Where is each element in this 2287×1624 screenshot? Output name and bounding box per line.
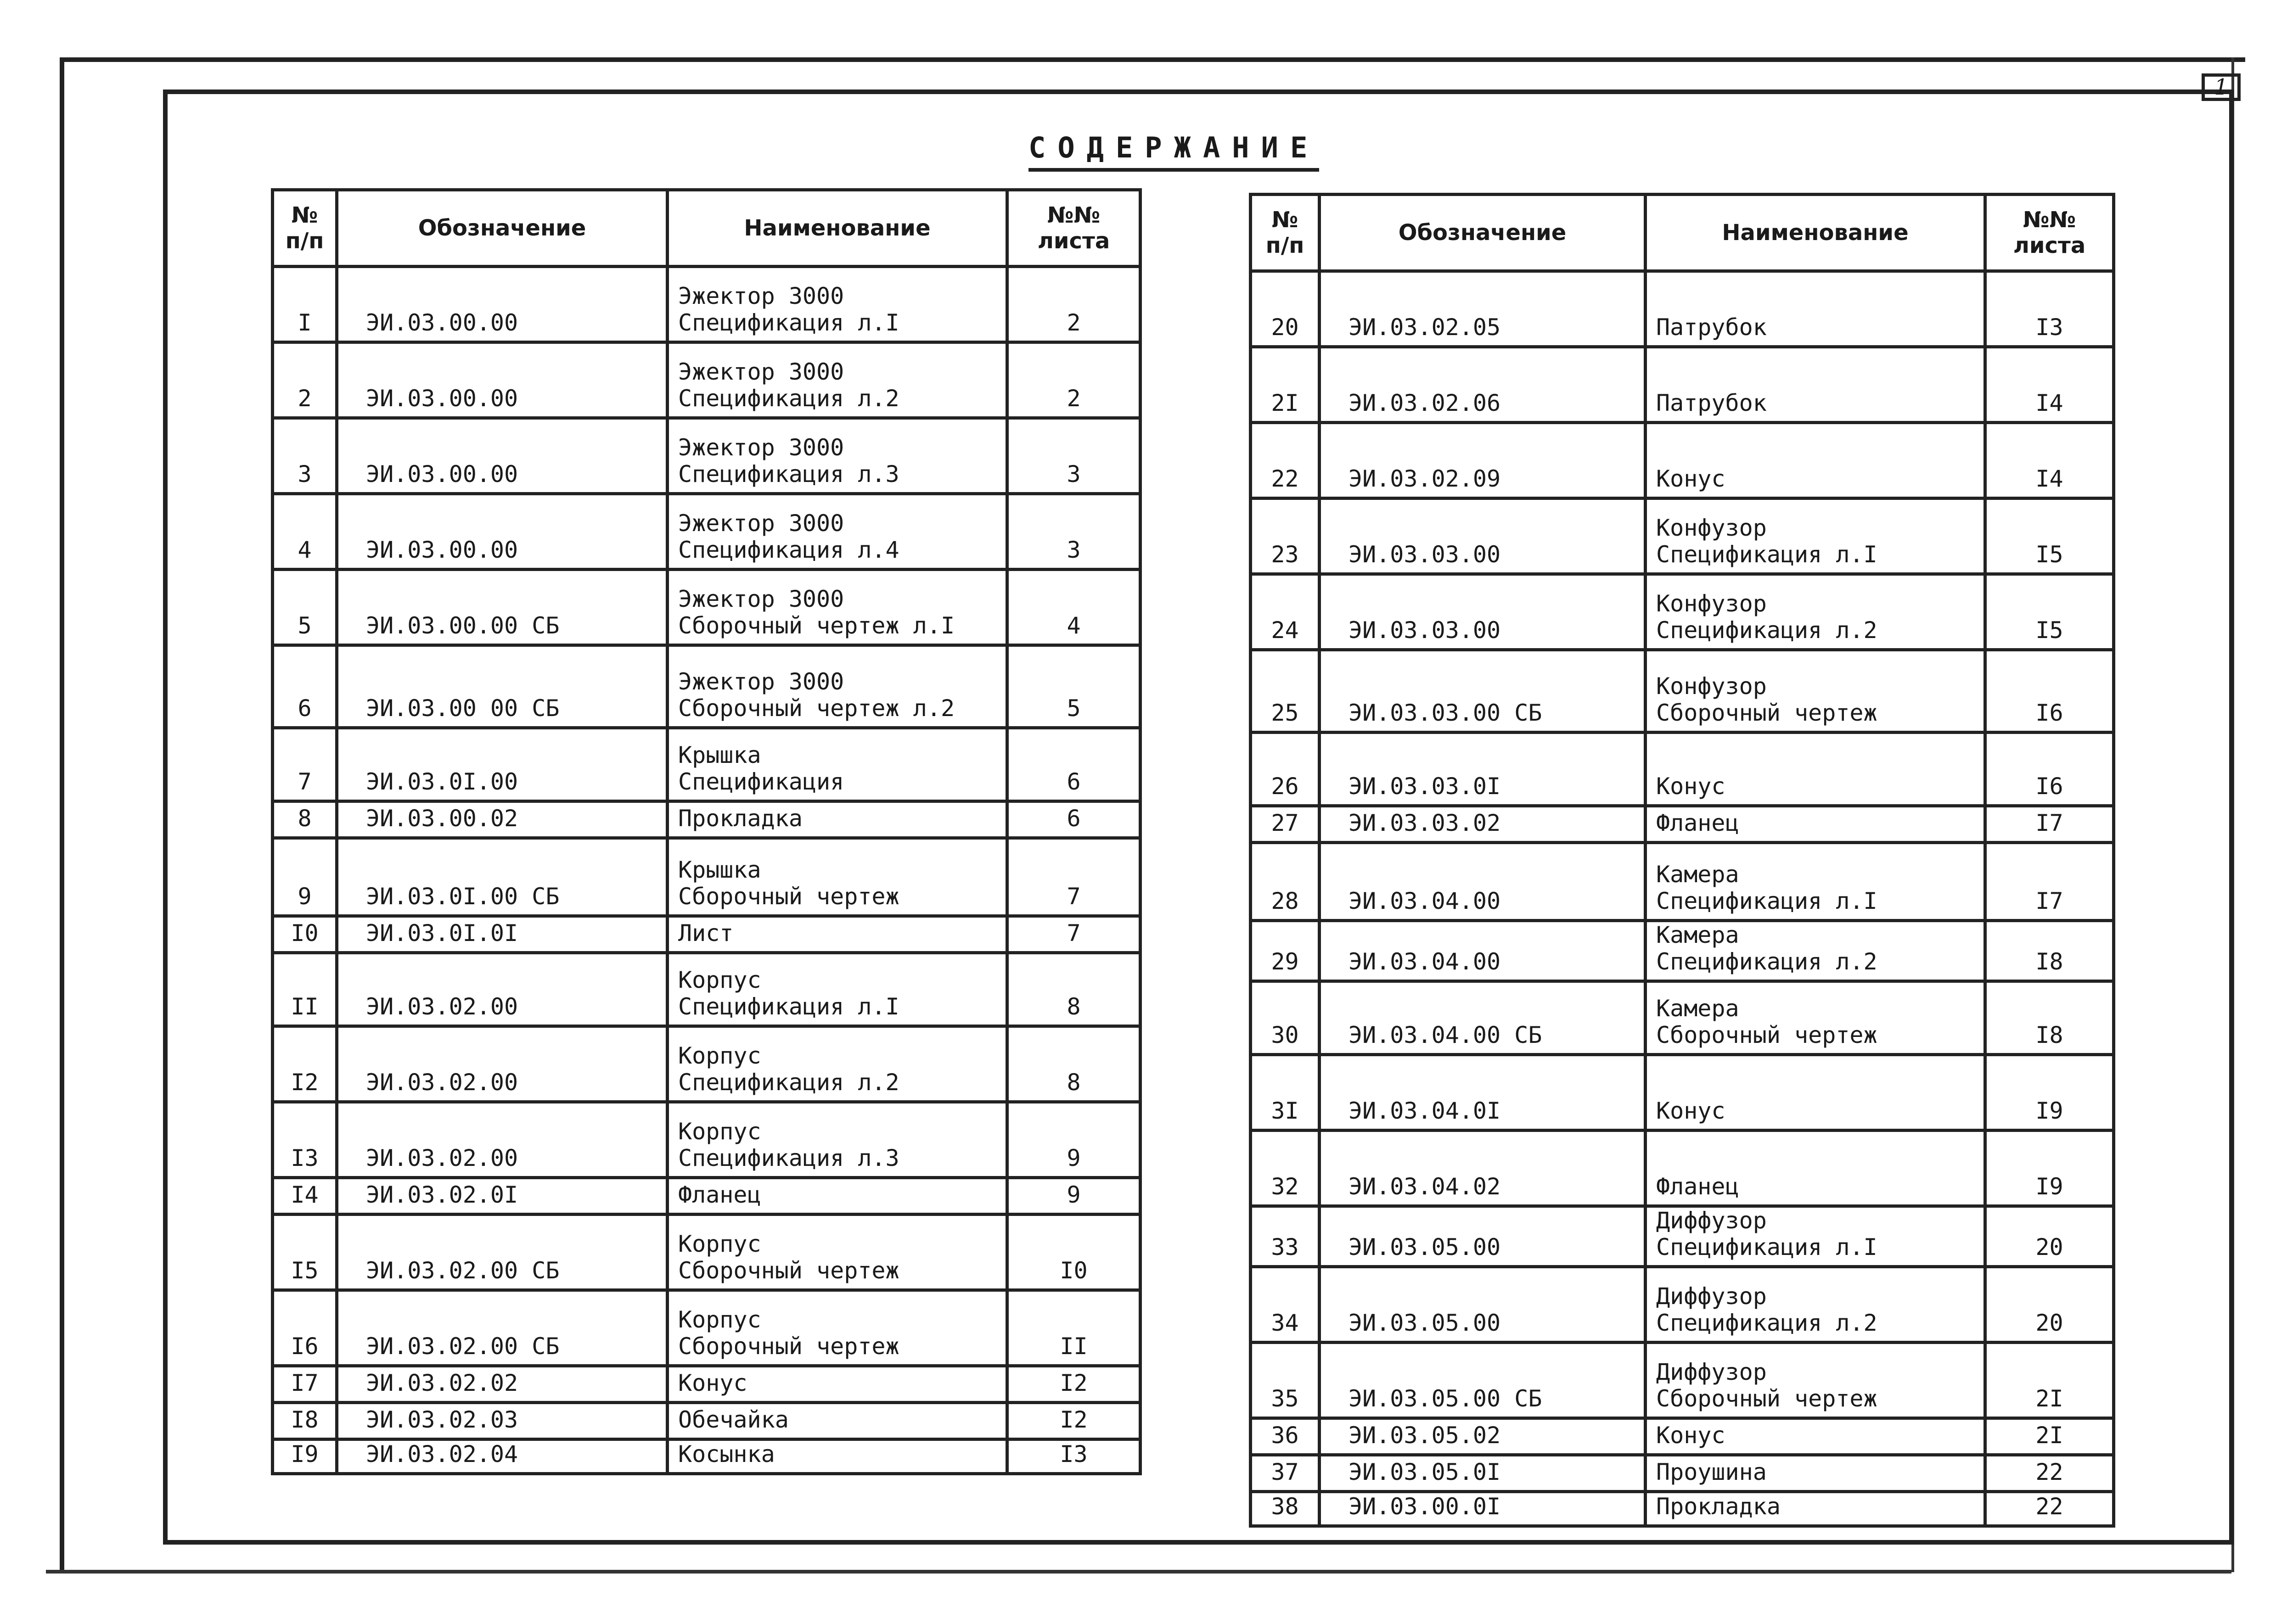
- row-number: I7: [273, 1366, 337, 1403]
- table-row: [273, 916, 1141, 953]
- row-number: I: [273, 267, 337, 342]
- row-name: [1646, 1492, 1985, 1526]
- row-sheet: I4: [1985, 347, 2114, 423]
- contents-table-right: [1249, 193, 2115, 1528]
- row-sheet: I2: [1007, 1403, 1141, 1439]
- row-number: 28: [1251, 843, 1320, 921]
- row-number: 33: [1251, 1206, 1320, 1267]
- table-row: [273, 953, 1141, 1026]
- table-row: [1251, 1343, 2114, 1418]
- row-name-line2: Спецификация: [678, 768, 844, 795]
- row-name: [668, 645, 1007, 728]
- row-sheet: I8: [1985, 921, 2114, 981]
- row-name: [668, 1215, 1007, 1290]
- row-name-line1: Эжектор 3000: [678, 283, 844, 309]
- row-name: [1646, 921, 1985, 981]
- row-name-line1: Эжектор 3000: [678, 358, 844, 385]
- row-number: I4: [273, 1178, 337, 1215]
- table-row: [1251, 1455, 2114, 1492]
- row-designation: ЭИ.03.03.00 СБ: [1320, 650, 1646, 733]
- table-row: [1251, 806, 2114, 843]
- row-sheet: I3: [1985, 271, 2114, 347]
- row-name-line1: Корпус: [678, 967, 761, 993]
- row-name: [1646, 806, 1985, 843]
- row-name-line2: Конус: [678, 1369, 747, 1396]
- row-name-line2: Патрубок: [1656, 389, 1767, 416]
- row-name: [668, 1403, 1007, 1439]
- row-name-line2: Лист: [678, 919, 734, 946]
- row-designation: ЭИ.03.03.02: [1320, 806, 1646, 843]
- row-name: [668, 801, 1007, 838]
- row-number: I3: [273, 1102, 337, 1178]
- row-sheet: I3: [1007, 1439, 1141, 1474]
- row-name: [668, 953, 1007, 1026]
- row-name-line1: Эжектор 3000: [678, 586, 844, 612]
- row-number: 24: [1251, 574, 1320, 650]
- row-name-line2: Сборочный чертеж л.2: [678, 694, 955, 722]
- row-number: 5: [273, 570, 337, 645]
- row-designation: ЭИ.03.05.00: [1320, 1206, 1646, 1267]
- row-name: [668, 1439, 1007, 1474]
- row-name: [668, 342, 1007, 418]
- table-row: [1251, 921, 2114, 981]
- row-number: 37: [1251, 1455, 1320, 1492]
- row-name: [1646, 733, 1985, 806]
- row-designation: ЭИ.03.00.02: [337, 801, 668, 838]
- row-name-line1: Корпус: [678, 1118, 761, 1145]
- row-name-line2: Сборочный чертеж: [678, 1257, 899, 1284]
- row-name-line2: Спецификация л.2: [1656, 948, 1877, 975]
- page-title: СОДЕРЖАНИЕ: [1028, 131, 1319, 172]
- row-name-line2: Спецификация л.2: [1656, 1309, 1877, 1336]
- row-name: [668, 267, 1007, 342]
- row-name: [1646, 1343, 1985, 1418]
- row-designation: ЭИ.03.02.00: [337, 1102, 668, 1178]
- row-sheet: 20: [1985, 1206, 2114, 1267]
- row-number: 4: [273, 494, 337, 570]
- row-number: 32: [1251, 1131, 1320, 1206]
- row-name-line2: Прокладка: [1656, 1493, 1781, 1520]
- row-designation: ЭИ.03.03.00: [1320, 498, 1646, 574]
- row-sheet: 4: [1007, 570, 1141, 645]
- row-name-line1: Конфузор: [1656, 673, 1767, 700]
- row-number: 27: [1251, 806, 1320, 843]
- row-designation: ЭИ.03.02.00: [337, 953, 668, 1026]
- row-name-line2: Спецификация л.3: [678, 460, 899, 487]
- row-designation: ЭИ.03.05.00 СБ: [1320, 1343, 1646, 1418]
- row-designation: ЭИ.03.02.00 СБ: [337, 1290, 668, 1366]
- row-designation: ЭИ.03.0I.0I: [337, 916, 668, 953]
- row-name: [668, 1026, 1007, 1102]
- header-designation: Обозначение: [337, 190, 668, 267]
- row-name: [1646, 1131, 1985, 1206]
- row-designation: ЭИ.03.00 00 СБ: [337, 645, 668, 728]
- row-sheet: 2: [1007, 342, 1141, 418]
- row-name: [1646, 423, 1985, 498]
- row-sheet: 9: [1007, 1178, 1141, 1215]
- row-name-line2: Сборочный чертеж: [678, 883, 899, 910]
- row-name-line2: Косынка: [678, 1440, 775, 1467]
- row-name-line2: Спецификация л.I: [1656, 541, 1877, 568]
- row-name-line1: Эжектор 3000: [678, 510, 844, 537]
- row-name-line1: Корпус: [678, 1306, 761, 1333]
- table-row: [273, 1026, 1141, 1102]
- row-name-line2: Спецификация л.I: [678, 309, 899, 336]
- row-name-line2: Конус: [1656, 773, 1725, 800]
- row-name: [668, 494, 1007, 570]
- row-sheet: 2I: [1985, 1343, 2114, 1418]
- table-row: [1251, 733, 2114, 806]
- row-name: [668, 838, 1007, 916]
- row-sheet: I5: [1985, 574, 2114, 650]
- row-name: [668, 1178, 1007, 1215]
- row-sheet: II: [1007, 1290, 1141, 1366]
- table-row: [273, 1102, 1141, 1178]
- row-name-line2: Проушина: [1656, 1458, 1767, 1485]
- table-row: [273, 1366, 1141, 1403]
- row-name: [1646, 498, 1985, 574]
- table-row: [273, 267, 1141, 342]
- row-sheet: I4: [1985, 423, 2114, 498]
- row-name-line1: Камера: [1656, 922, 1739, 948]
- row-number: 7: [273, 728, 337, 801]
- row-sheet: 7: [1007, 838, 1141, 916]
- row-name-line2: Спецификация л.3: [678, 1144, 899, 1171]
- row-number: 20: [1251, 271, 1320, 347]
- row-name: [1646, 1418, 1985, 1455]
- row-number: I5: [273, 1215, 337, 1290]
- row-name-line2: Спецификация л.2: [1656, 616, 1877, 644]
- table-row: [273, 418, 1141, 494]
- row-number: 2I: [1251, 347, 1320, 423]
- row-name-line2: Спецификация л.I: [1656, 1233, 1877, 1260]
- table-row: [1251, 650, 2114, 733]
- header-designation: Обозначение: [1320, 195, 1646, 271]
- row-name-line2: Конус: [1656, 465, 1725, 492]
- row-name-line2: Спецификация л.2: [678, 1069, 899, 1096]
- row-name-line1: Конфузор: [1656, 515, 1767, 541]
- row-number: 30: [1251, 981, 1320, 1055]
- row-sheet: 22: [1985, 1492, 2114, 1526]
- table-row: [1251, 981, 2114, 1055]
- row-name: [1646, 1267, 1985, 1343]
- row-name: [668, 1102, 1007, 1178]
- row-designation: ЭИ.03.02.04: [337, 1439, 668, 1474]
- row-designation: ЭИ.03.02.06: [1320, 347, 1646, 423]
- row-designation: ЭИ.03.0I.00 СБ: [337, 838, 668, 916]
- row-name-line1: Крышка: [678, 742, 761, 768]
- row-number: 2: [273, 342, 337, 418]
- table-row: [273, 838, 1141, 916]
- row-number: 38: [1251, 1492, 1320, 1526]
- row-sheet: 8: [1007, 1026, 1141, 1102]
- row-sheet: 3: [1007, 418, 1141, 494]
- row-designation: ЭИ.03.02.02: [337, 1366, 668, 1403]
- header-num: № п/п: [1251, 195, 1320, 271]
- row-designation: ЭИ.03.00.00: [337, 418, 668, 494]
- header-sheet: №№ листа: [1985, 195, 2114, 271]
- row-name: [1646, 650, 1985, 733]
- row-sheet: I9: [1985, 1131, 2114, 1206]
- row-sheet: 9: [1007, 1102, 1141, 1178]
- row-designation: ЭИ.03.04.00 СБ: [1320, 981, 1646, 1055]
- row-designation: ЭИ.03.0I.00: [337, 728, 668, 801]
- row-designation: ЭИ.03.02.00: [337, 1026, 668, 1102]
- row-sheet: I6: [1985, 650, 2114, 733]
- sheet-bottom-rule: [46, 1570, 2231, 1574]
- row-designation: ЭИ.03.04.0I: [1320, 1055, 1646, 1131]
- row-number: 6: [273, 645, 337, 728]
- row-name-line1: Диффузор: [1656, 1207, 1767, 1234]
- table-row: [1251, 843, 2114, 921]
- row-designation: ЭИ.03.00.00: [337, 267, 668, 342]
- table-row: [1251, 1418, 2114, 1455]
- row-name-line1: Эжектор 3000: [678, 668, 844, 695]
- row-sheet: 7: [1007, 916, 1141, 953]
- row-name: [1646, 574, 1985, 650]
- row-sheet: 8: [1007, 953, 1141, 1026]
- row-number: 34: [1251, 1267, 1320, 1343]
- row-number: I0: [273, 916, 337, 953]
- row-name-line1: Корпус: [678, 1042, 761, 1069]
- row-number: I8: [273, 1403, 337, 1439]
- table-row: [273, 728, 1141, 801]
- row-name: [668, 1366, 1007, 1403]
- contents-table-left: [271, 188, 1142, 1475]
- row-designation: ЭИ.03.04.00: [1320, 921, 1646, 981]
- table-row: [1251, 1131, 2114, 1206]
- row-designation: ЭИ.03.00.0I: [1320, 1492, 1646, 1526]
- table-row: [273, 570, 1141, 645]
- row-name-line2: Сборочный чертеж: [1656, 1021, 1877, 1048]
- table-row: [273, 342, 1141, 418]
- row-name-line2: Фланец: [678, 1181, 761, 1208]
- row-name-line2: Прокладка: [678, 805, 803, 832]
- row-number: II: [273, 953, 337, 1026]
- table-row: [1251, 271, 2114, 347]
- row-sheet: 6: [1007, 728, 1141, 801]
- row-name-line2: Фланец: [1656, 809, 1739, 836]
- table-row: [1251, 574, 2114, 650]
- table-row: [1251, 1055, 2114, 1131]
- table-row: [1251, 347, 2114, 423]
- table-row: [273, 494, 1141, 570]
- row-number: 23: [1251, 498, 1320, 574]
- row-number: 3: [273, 418, 337, 494]
- contents-body-right: [1251, 271, 2114, 1526]
- row-designation: ЭИ.03.00.00: [337, 494, 668, 570]
- row-number: 35: [1251, 1343, 1320, 1418]
- row-number: 25: [1251, 650, 1320, 733]
- row-name-line2: Спецификация л.4: [678, 536, 899, 563]
- row-name-line2: Фланец: [1656, 1173, 1739, 1200]
- row-name-line1: Камера: [1656, 861, 1739, 888]
- row-name-line2: Сборочный чертеж: [678, 1333, 899, 1360]
- contents-body-left: [273, 267, 1141, 1474]
- row-number: 36: [1251, 1418, 1320, 1455]
- table-row: [1251, 498, 2114, 574]
- row-sheet: 2: [1007, 267, 1141, 342]
- row-sheet: 2I: [1985, 1418, 2114, 1455]
- row-name-line2: Сборочный чертеж: [1656, 1385, 1877, 1412]
- row-designation: ЭИ.03.04.02: [1320, 1131, 1646, 1206]
- table-row: [273, 1178, 1141, 1215]
- row-sheet: 20: [1985, 1267, 2114, 1343]
- row-sheet: 3: [1007, 494, 1141, 570]
- row-number: 9: [273, 838, 337, 916]
- row-name-line2: Конус: [1656, 1097, 1725, 1124]
- row-designation: ЭИ.03.04.00: [1320, 843, 1646, 921]
- row-sheet: 6: [1007, 801, 1141, 838]
- row-name-line1: Диффузор: [1656, 1359, 1767, 1385]
- header-row: [1251, 195, 2114, 271]
- row-name: [668, 1290, 1007, 1366]
- row-name-line2: Спецификация л.2: [678, 385, 899, 412]
- table-row: [1251, 1492, 2114, 1526]
- row-name-line1: Конфузор: [1656, 590, 1767, 617]
- row-sheet: I0: [1007, 1215, 1141, 1290]
- row-number: 29: [1251, 921, 1320, 981]
- row-number: I6: [273, 1290, 337, 1366]
- row-name-line2: Сборочный чертеж: [1656, 699, 1877, 726]
- row-designation: ЭИ.03.03.00: [1320, 574, 1646, 650]
- row-name: [1646, 347, 1985, 423]
- row-name: [668, 728, 1007, 801]
- row-designation: ЭИ.03.05.02: [1320, 1418, 1646, 1455]
- header-sheet: №№ листа: [1007, 190, 1141, 267]
- header-num: № п/п: [273, 190, 337, 267]
- table-row: [273, 1403, 1141, 1439]
- row-name-line1: Диффузор: [1656, 1283, 1767, 1310]
- row-designation: ЭИ.03.03.0I: [1320, 733, 1646, 806]
- row-number: 22: [1251, 423, 1320, 498]
- table-row: [273, 1439, 1141, 1474]
- row-name: [668, 916, 1007, 953]
- row-sheet: I6: [1985, 733, 2114, 806]
- row-number: 26: [1251, 733, 1320, 806]
- header-name: Наименование: [1646, 195, 1985, 271]
- row-sheet: 22: [1985, 1455, 2114, 1492]
- row-name: [1646, 1055, 1985, 1131]
- table-row: [1251, 1206, 2114, 1267]
- header-row: [273, 190, 1141, 267]
- table-row: [273, 1290, 1141, 1366]
- row-name-line1: Корпус: [678, 1231, 761, 1257]
- row-designation: ЭИ.03.02.0I: [337, 1178, 668, 1215]
- table-row: [273, 1215, 1141, 1290]
- row-number: I2: [273, 1026, 337, 1102]
- row-name: [1646, 1455, 1985, 1492]
- row-sheet: I7: [1985, 806, 2114, 843]
- row-name: [1646, 1206, 1985, 1267]
- row-name-line1: Крышка: [678, 857, 761, 883]
- row-name-line2: Конус: [1656, 1422, 1725, 1449]
- row-name: [1646, 843, 1985, 921]
- table-row: [273, 645, 1141, 728]
- row-name: [668, 570, 1007, 645]
- row-number: I9: [273, 1439, 337, 1474]
- row-designation: ЭИ.03.02.00 СБ: [337, 1215, 668, 1290]
- row-sheet: I9: [1985, 1055, 2114, 1131]
- row-designation: ЭИ.03.02.09: [1320, 423, 1646, 498]
- row-name-line2: Спецификация л.I: [1656, 887, 1877, 914]
- row-name-line2: Обечайка: [678, 1406, 789, 1433]
- header-name: Наименование: [668, 190, 1007, 267]
- row-name: [1646, 271, 1985, 347]
- page-number: 1: [2202, 73, 2241, 101]
- row-sheet: I5: [1985, 498, 2114, 574]
- row-sheet: I2: [1007, 1366, 1141, 1403]
- row-designation: ЭИ.03.05.0I: [1320, 1455, 1646, 1492]
- row-designation: ЭИ.03.02.05: [1320, 271, 1646, 347]
- row-designation: ЭИ.03.00.00: [337, 342, 668, 418]
- row-number: 8: [273, 801, 337, 838]
- row-sheet: I7: [1985, 843, 2114, 921]
- table-row: [273, 801, 1141, 838]
- row-name-line2: Спецификация л.I: [678, 993, 899, 1020]
- table-row: [1251, 423, 2114, 498]
- row-designation: ЭИ.03.05.00: [1320, 1267, 1646, 1343]
- row-name-line1: Эжектор 3000: [678, 434, 844, 461]
- row-name-line1: Камера: [1656, 995, 1739, 1022]
- row-designation: ЭИ.03.00.00 СБ: [337, 570, 668, 645]
- row-name: [668, 418, 1007, 494]
- row-designation: ЭИ.03.02.03: [337, 1403, 668, 1439]
- row-sheet: 5: [1007, 645, 1141, 728]
- row-name-line2: Патрубок: [1656, 314, 1767, 341]
- row-name: [1646, 981, 1985, 1055]
- row-name-line2: Сборочный чертеж л.I: [678, 612, 955, 639]
- table-row: [1251, 1267, 2114, 1343]
- row-sheet: I8: [1985, 981, 2114, 1055]
- row-number: 3I: [1251, 1055, 1320, 1131]
